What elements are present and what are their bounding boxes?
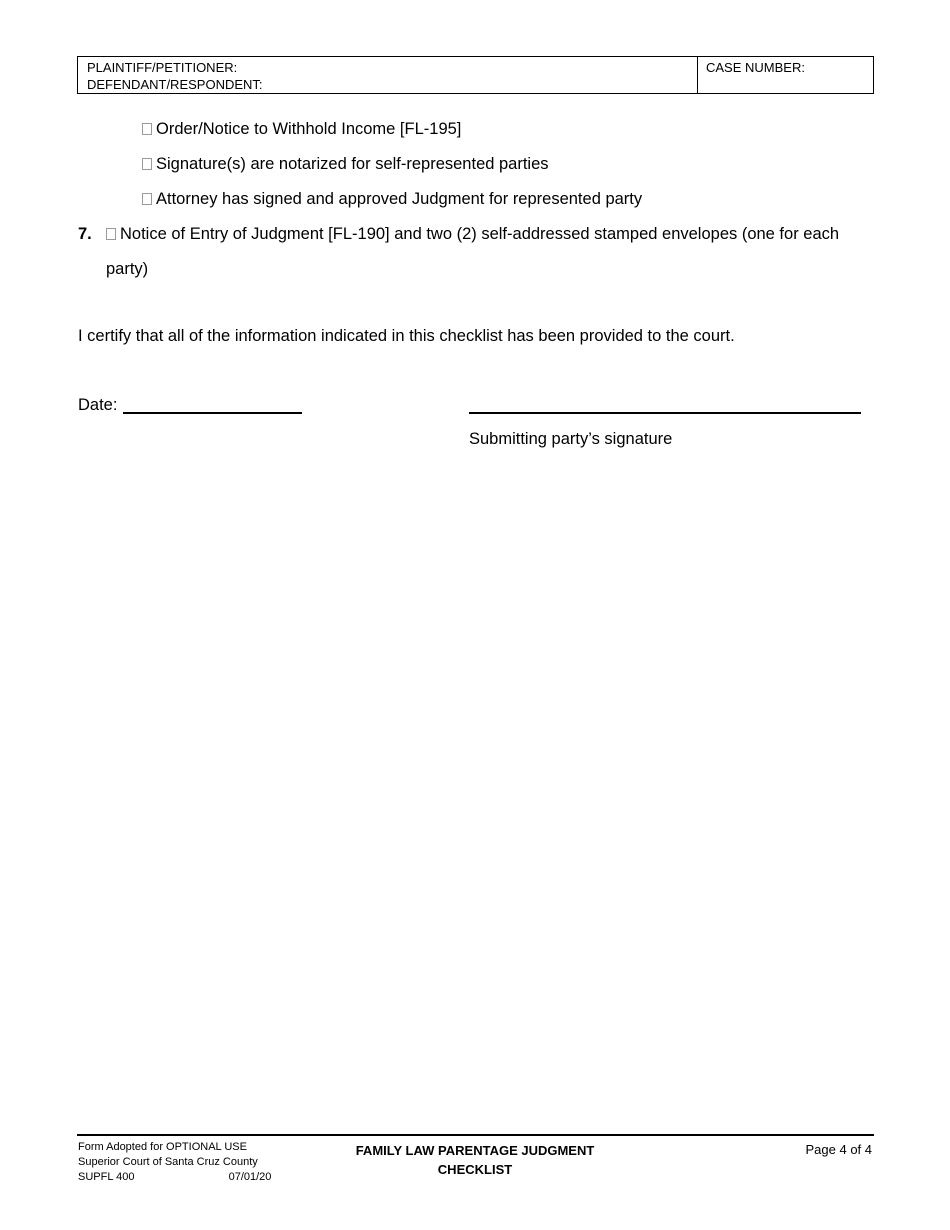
- footer-form-info: [78, 1140, 271, 1185]
- case-number-cell: [698, 57, 873, 93]
- checklist-item-notarized: [142, 153, 549, 175]
- date-label: Date:: [78, 396, 118, 414]
- plaintiff-label: PLAINTIFF/PETITIONER:: [87, 60, 238, 75]
- form-title-line2: CHECKLIST: [437, 1162, 513, 1177]
- checklist-item-label: Order/Notice to Withhold Income [FL-195]: [156, 120, 462, 138]
- checklist-item-label: Attorney has signed and approved Judgment for represented party: [156, 190, 643, 208]
- checklist-item-continuation: party): [106, 260, 149, 278]
- checklist-item-attorney-signed: [142, 188, 642, 210]
- form-date: 07/01/20: [228, 1171, 272, 1183]
- checkbox-notice-of-entry[interactable]: [106, 228, 116, 240]
- checkbox-withhold-income[interactable]: [142, 123, 152, 135]
- date-field[interactable]: [123, 412, 302, 414]
- checklist-item-label: Signature(s) are notarized for self-represented parties: [156, 155, 549, 173]
- page-number: Page 4 of 4: [805, 1142, 872, 1157]
- form-title-line1: FAMILY LAW PARENTAGE JUDGMENT: [355, 1143, 595, 1158]
- checklist-item-label: Notice of Entry of Judgment [FL-190] and two (2) self-addressed stamped envelopes (one for each: [120, 225, 840, 243]
- checkbox-attorney-signed[interactable]: [142, 193, 152, 205]
- signature-label: Submitting party’s signature: [469, 430, 673, 448]
- checkbox-notarized[interactable]: [142, 158, 152, 170]
- caption-header: [77, 56, 874, 94]
- form-adopted-text: Form Adopted for OPTIONAL USE: [78, 1141, 247, 1153]
- form-title: [330, 1141, 620, 1179]
- form-id: SUPFL 400: [78, 1171, 135, 1183]
- checklist-item-withhold-income: [142, 118, 461, 140]
- defendant-label: DEFENDANT/RESPONDENT:: [87, 77, 263, 92]
- certification-statement: I certify that all of the information indicated in this checklist has been provided to the court.: [78, 327, 735, 345]
- form-id-row: [78, 1170, 271, 1185]
- item-number-7: 7.: [78, 225, 92, 243]
- checklist-item-notice-of-entry: [106, 223, 839, 245]
- signature-field[interactable]: [469, 412, 861, 414]
- parties-cell: [78, 57, 698, 93]
- court-name: Superior Court of Santa Cruz County: [78, 1156, 258, 1168]
- case-number-label: CASE NUMBER:: [706, 60, 805, 75]
- footer-divider: [77, 1134, 874, 1136]
